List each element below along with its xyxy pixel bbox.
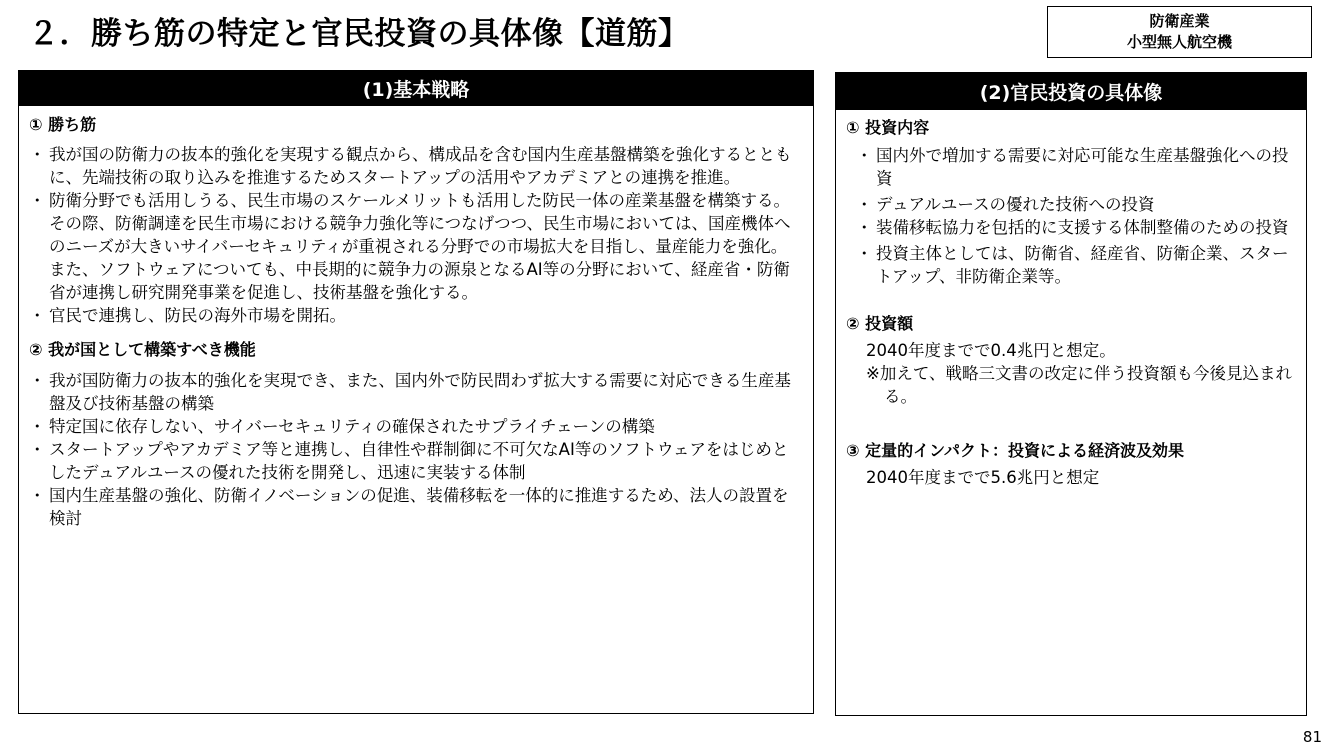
- investment-amount-text: 2040年度までで0.4兆円と想定。: [866, 341, 1116, 360]
- page-number: 81: [1302, 728, 1322, 746]
- list-item: ・ 装備移転協力を包括的に支援する体制整備のための投資: [856, 216, 1296, 239]
- investment-body: [836, 110, 1306, 489]
- list-item: ・ 防衛分野でも活用しうる、民生市場のスケールメリットも活用した防民一体の産業基盤を構築する。その際、防衛調達を民生市場における競争力強化等につなげつつ、民生市場においては、国産機体へのニーズが大きいサイバーセキュリティが重視される分野での市場拡大を目指し、量産能力を強化。また、ソフトウェアについても、中長期的に競争力の源泉となるAI等の分野において、経産省・防衛省が連携し研究開発事業を促進し、技術基盤を強化する。: [29, 189, 803, 304]
- investment-amount-note: ※加えて、戦略三文書の改定に伴う投資額も今後見込まれる。: [866, 364, 1292, 406]
- basic-strategy-header: (1)基本戦略: [19, 71, 813, 106]
- basic-strategy-panel: [18, 70, 814, 714]
- investment-amount-heading: ② 投資額: [846, 314, 914, 333]
- basic-strategy-body: [19, 106, 813, 530]
- category-tag-line2: 小型無人航空機: [1126, 33, 1232, 51]
- economic-impact-heading: ③ 定量的インパクト：投資による経済波及効果: [846, 441, 1184, 460]
- list-item: ・ デュアルユースの優れた技術への投資: [856, 193, 1296, 216]
- list-item: ・ 国内外で増加する需要に対応可能な生産基盤強化への投資: [856, 144, 1296, 190]
- investment-content-list: [846, 144, 1296, 288]
- winning-path-heading: ① 勝ち筋: [29, 115, 97, 134]
- category-tag-line1: 防衛産業: [1149, 12, 1210, 30]
- list-item: ・ 国内生産基盤の強化、防衛イノベーションの促進、装備移転を一体的に推進するため、法人の設置を検討: [29, 484, 803, 530]
- list-item: ・ 特定国に依存しない、サイバーセキュリティの確保されたサプライチェーンの構築: [29, 415, 803, 438]
- economic-impact-text: 2040年度までで5.6兆円と想定: [866, 468, 1100, 487]
- investment-header: (2)官民投資の具体像: [836, 73, 1306, 110]
- functions-heading: ② 我が国として構築すべき機能: [29, 340, 256, 359]
- functions-list: [29, 369, 803, 530]
- investment-content-heading: ① 投資内容: [846, 118, 930, 137]
- page-title: ２．勝ち筋の特定と官民投資の具体像【道筋】: [28, 16, 690, 52]
- list-item: ・ 我が国防衛力の抜本的強化を実現でき、また、国内外で防民問わず拡大する需要に対応できる生産基盤及び技術基盤の構築: [29, 369, 803, 415]
- list-item: ・ 投資主体としては、防衛省、経産省、防衛企業、スタートアップ、非防衛企業等。: [856, 242, 1296, 288]
- winning-path-list: [29, 143, 803, 327]
- list-item: ・ 官民で連携し、防民の海外市場を開拓。: [29, 304, 803, 327]
- category-tag: [1047, 6, 1312, 58]
- list-item: ・ スタートアップやアカデミア等と連携し、自律性や群制御に不可欠なAI等のソフトウェアをはじめとしたデュアルユースの優れた技術を開発し、迅速に実装する体制: [29, 438, 803, 484]
- list-item: ・ 我が国の防衛力の抜本的強化を実現する観点から、構成品を含む国内生産基盤構築を強化するとともに、先端技術の取り込みを推進するためスタートアップの活用やアカデミアとの連携を推進。: [29, 143, 803, 189]
- investment-panel: [835, 72, 1307, 716]
